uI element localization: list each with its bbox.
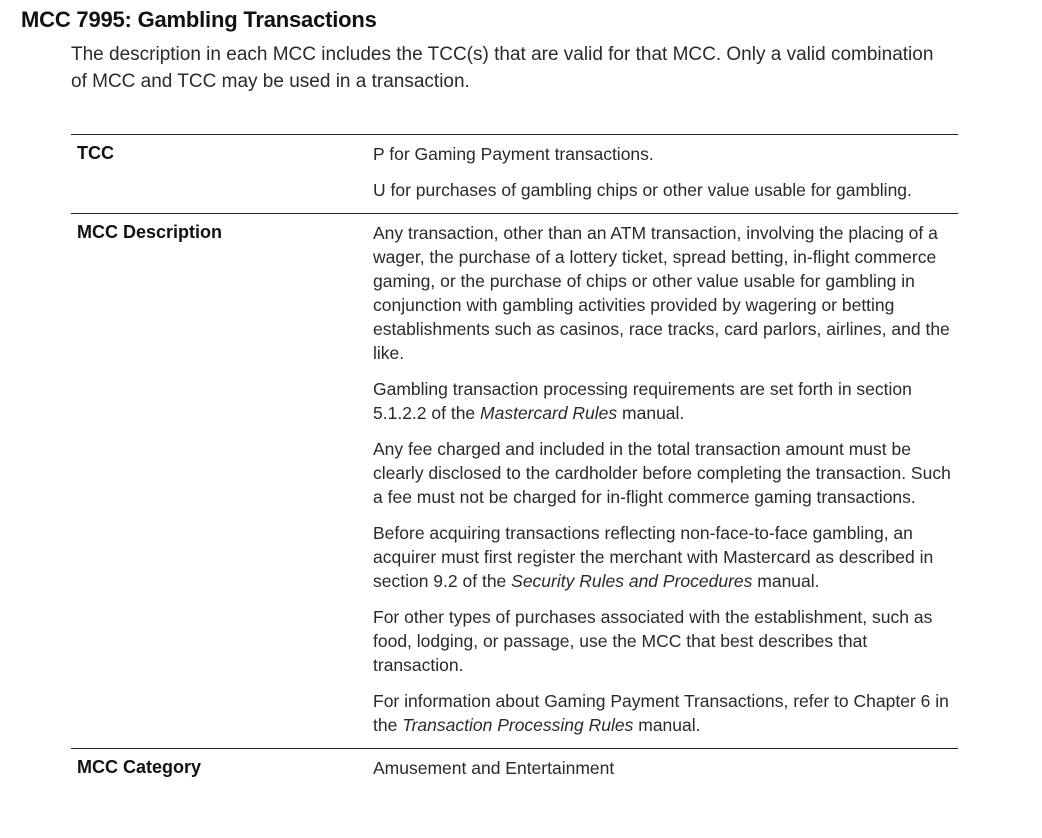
- row-label-tcc: TCC: [77, 143, 114, 163]
- text-run: manual.: [752, 571, 820, 591]
- intro-paragraph: The description in each MCC includes the TCC(s) that are valid for that MCC. Only a valid combination of MCC and TCC may be used in a transaction.: [71, 44, 934, 92]
- text-run: manual.: [617, 403, 685, 423]
- row-label-mcc-description: MCC Description: [77, 222, 223, 242]
- mcc-definition-table: [71, 134, 958, 791]
- tcc-paragraph: P for Gaming Payment transactions.: [373, 144, 654, 164]
- manual-title: Mastercard Rules: [480, 403, 618, 423]
- page-title: MCC 7995: Gambling Transactions: [21, 7, 377, 32]
- description-paragraph: Any fee charged and included in the total transaction amount must be clearly disclosed to the cardholder before completing the transaction. Such a fee must not be charged for in-flight commerce gaming transactions.: [373, 439, 951, 507]
- row-content-mcc-category: [367, 749, 958, 791]
- text-run: For information about Gaming Payment Transactions, refer to Chapter 6 in the: [373, 691, 949, 735]
- category-value: Amusement and Entertainment: [373, 758, 615, 778]
- row-label-mcc-category: MCC Category: [77, 757, 202, 777]
- text-run: Gambling transaction processing requirements are set forth in section 5.1.2.2 of the: [373, 379, 912, 423]
- manual-title: Security Rules and Procedures: [511, 571, 753, 591]
- table-row-tcc: [71, 135, 958, 214]
- table-row-mcc-description: [71, 214, 958, 749]
- tcc-paragraph: U for purchases of gambling chips or other value usable for gambling.: [373, 180, 912, 200]
- text-run: Before acquiring transactions reflecting non-face-to-face gambling, an acquirer must first register the merchant with Mastercard as described in section 9.2 of the: [373, 523, 934, 591]
- description-paragraph: For other types of purchases associated with the establishment, such as food, lodging, or passage, use the MCC that best describes that transaction.: [373, 607, 933, 675]
- manual-title: Transaction Processing Rules: [402, 715, 634, 735]
- description-paragraph: [373, 689, 952, 737]
- description-paragraph: [373, 377, 952, 425]
- text-run: manual.: [633, 715, 701, 735]
- description-paragraph: [373, 521, 952, 593]
- table-row-mcc-category: [71, 749, 958, 791]
- row-content-mcc-description: [367, 214, 958, 748]
- row-content-tcc: [367, 135, 958, 213]
- description-paragraph: Any transaction, other than an ATM transaction, involving the placing of a wager, the purchase of a lottery ticket, spread betting, in-flight commerce gaming, or the purchase of chips or other value usable for gambling in conjunction with gambling activities provided by wagering or betting establishments such as casinos, race tracks, card parlors, airlines, and the like.: [373, 223, 950, 363]
